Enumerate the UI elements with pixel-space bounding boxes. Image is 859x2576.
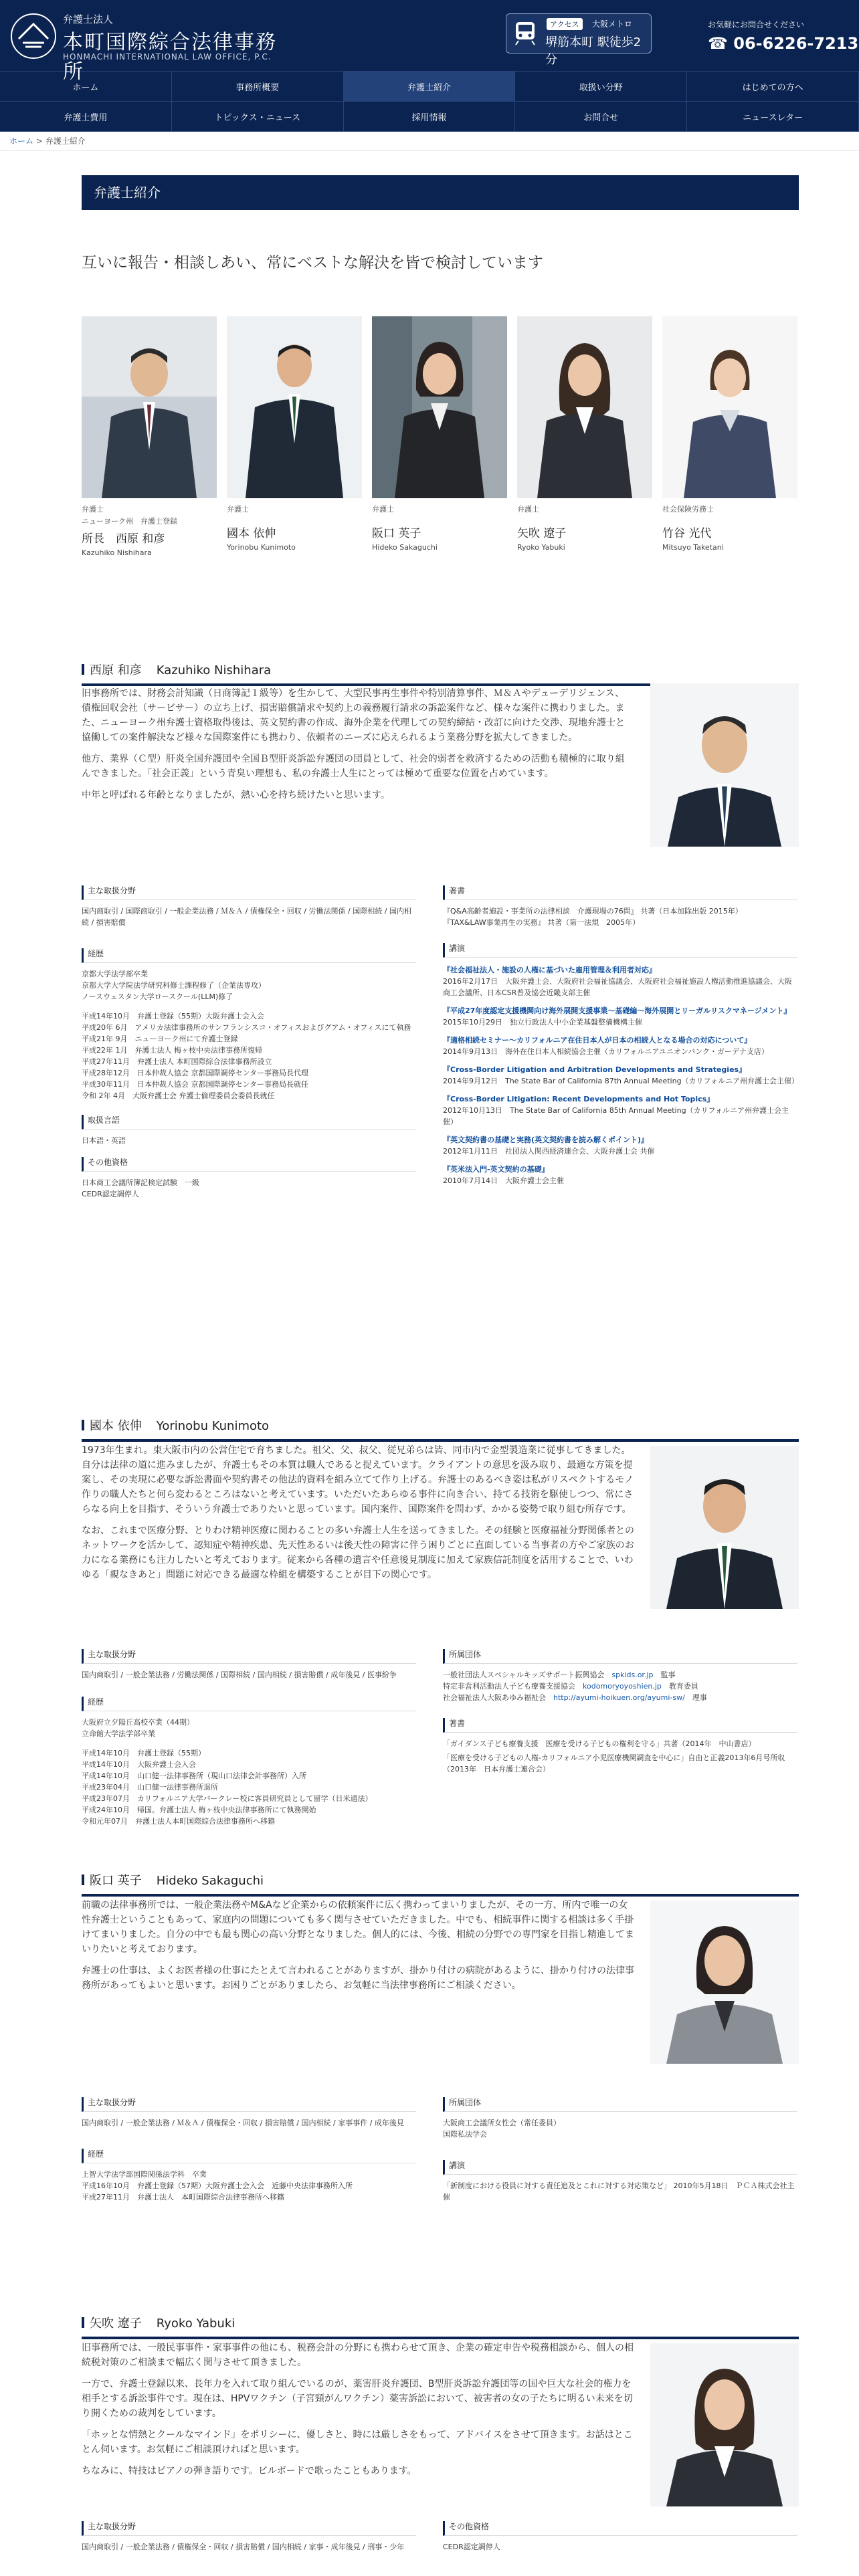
lawyer-photo-taketani[interactable] [662,316,797,498]
section-title-ja: 阪口 英子 [90,1874,142,1888]
lawyer-name-en: Yorinobu Kunimoto [227,543,296,552]
kunimoto-right-info [443,1649,797,1775]
nishihara-left-info [82,885,416,1200]
bio-text [82,686,628,809]
subheading-books: 著書 [443,885,797,900]
subheading-groups: 所属団体 [443,2097,797,2112]
lawyer-role: 社会保険労務士 [662,505,714,514]
bio-paragraph: 旧事務所では、財務会計知識（日商簿記１級等）を生かして、大型民事再生事件や特別清算事件、Ｍ＆Ａやデューデリジェンス、債権回収会社（サービサー）の立ち上げ、損害賠償請求や契約上の義務履行請求の訴訟案件など、様々な案件に携わりました。また、ニューヨーク州弁護士資格取得後は、英文契約書の作成、海外企業を代理しての契約締結・改訂に向けた交渉、現地弁護士と協働しての案件解決など様々な国際案件にも携わり、依頼者のニーズに応えられるよう業務分野を拡大してきました。 [82,688,625,743]
career-line: 平成14年10月 山口健一法律事務所（現山口法律会計事務所）入所 [82,1772,306,1780]
section-title-ja: 國本 依伸 [90,1419,142,1433]
career-line: 大阪府立夕陽丘高校卒業（44期） [82,1718,194,1727]
career-line: 平成24年10月 帰国。弁護士法人 梅ヶ枝中央法律事務所にて執務開始 [82,1806,316,1814]
fields-text: 国内商取引 / 一般企業法務 / Ｍ＆Ａ / 債権保全・回収 / 損害賠償 / 国内相続 / 家事事件 / 成年後見 [82,2119,404,2127]
section-title [82,2314,799,2339]
lawyer-role: 弁護士 [227,505,249,514]
nav-fees[interactable]: 弁護士費用 [0,102,172,131]
lawyer-name: 竹谷 光代 [662,527,712,540]
lecture-title: 『平成27年度認定支援機関向け海外展開支援事業～基礎編～海外展開とリーガルリスクマネージメント』 [443,1006,791,1015]
career-line: 平成14年10月 弁護士登録（55期）大阪弁護士会入会 [82,1012,264,1021]
access-tag: アクセス [547,18,583,30]
career-line: 平成16年10月 弁護士登録（57期）大阪弁護士会入会 近藤中央法律事務所入所 [82,2181,353,2190]
lecture-title: 『英文契約書の基礎と実務(英文契約書を読み解くポイント)』 [443,1136,649,1144]
lecture-title: 『Cross-Border Litigation: Recent Developments and Hot Topics』 [443,1095,714,1103]
lawyer-role: 弁護士 [82,505,104,514]
section-title-en: Ryoko Yabuki [156,2317,235,2331]
lawyer-name: 所長 西原 和彦 [82,532,165,546]
section-yabuki [82,2314,799,2576]
breadcrumb [0,132,859,151]
career-line: 平成30年11月 日本仲裁人協会 京都国際調停センター事務局長就任 [82,1080,309,1089]
access-button[interactable] [506,13,652,67]
book-line: 『Q&A高齢者施設・事業所の法律相談 介護現場の76問』 共著（日本加除出版 2015年） [443,907,743,916]
group-role: 教育委員 [668,1682,698,1691]
lawyer-name: 阪口 英子 [372,527,421,540]
phone-label: お気軽にお問合せください [708,20,805,29]
nav-contact[interactable]: お問合せ [515,102,687,131]
subheading-other-qualifications: その他資格 [443,2521,797,2536]
lawyer-name: 國本 依伸 [227,527,276,540]
career-line: 平成21年 9月 ニューヨーク州にて弁護士登録 [82,1035,238,1043]
lawyer-photo-nishihara[interactable] [82,316,217,498]
page-tagline: 互いに報告・相談しあい、常にベストな解決を皆で検討しています [82,254,543,272]
bio-paragraph: なお、これまで医療分野、とりわけ精神医療に関わることの多い弁護士人生を送ってきました。その経験と医療福祉分野関係者とのネットワークを活かして、認知症や精神疾患、先天性あるいは後天性の障害に伴う困りごとに直面している当事者の方やご家族のお力になる業務にも注力したいと考えております。従来から各種の遺言や任意後見制度に加えて家族信託制度を活用することで、いわゆる「親なきあと」問題に対応できる最適な枠組を構築することが目下の関心です。 [82,1525,634,1580]
nav-office-overview[interactable]: 事務所概要 [172,72,344,101]
section-kunimoto [82,1416,799,1844]
lawyer-qualification: ニューヨーク州 弁護士登録 [82,517,177,526]
bio-text [82,1443,637,1589]
nav-topics-news[interactable]: トピックス・ニュース [172,102,344,131]
lawyer-card-yabuki[interactable] [517,316,652,552]
career-line: 平成27年11月 弁護士法人 本町国際綜合法律事務所設立 [82,1057,272,1066]
career-line: 平成14年10月 大阪弁護士会入会 [82,1760,196,1769]
section-title-en: Yorinobu Kunimoto [156,1419,270,1433]
career-line: 平成27年11月 弁護士法人 本町国際綜合法律事務所へ移籍 [82,2193,284,2202]
bio-paragraph: 1973年生まれ。東大阪市内の公営住宅で育ちました。祖父、父、叔父、従兄弟らは皆、同市内で金型製造業に従事してきました。自分は法律の道に進みましたが、弁護士もその本質は職人であると捉えています。クライアントの意思を汲み取り、最適な方策を提案し、その実現に必要な訴訟書面や契約書その他法的資料を組み立てて作り上げる。弁護士のあるべき姿は私がリスペクトするモノ作りの職人たちと何ら変わるところはないと考えています。いただいたあらゆる事件に向き合い、持てる技術を駆使しつつ、常にさらなる向上を目指す、そういう弁護士でありたいと思っています。国内案件、国際案件を問わず、かかる姿勢で取り組む所存です。 [82,1445,634,1515]
group-link[interactable]: spkids.or.jp [611,1671,654,1679]
group-line [443,1681,797,1692]
lecture-desc: 2016年2月17日 大阪弁護士会、大阪府社会福祉協議会、大阪府社会福祉施設人権活動推進協議会、大阪商工会議所、日本CSR普及協会近畿支部主催 [443,977,792,997]
yabuki-left-info [82,2521,416,2553]
portrait-nishihara [650,683,799,847]
career-line: 令和元年07月 弁護士法人本町国際綜合法律事務所へ移籍 [82,1817,275,1826]
lawyer-photo-sakaguchi[interactable] [372,316,507,498]
career-line: 平成28年12月 日本仲裁人協会 京都国際調停センター事務局長代理 [82,1069,309,1077]
subheading-fields: 主な取扱分野 [82,2097,416,2112]
lawyer-card-taketani[interactable] [662,316,797,552]
bio-paragraph: 前職の法律事務所では、一般企業法務やM&Aなど企業からの依頼案件に広く携わってまいりましたが、その一方、所内で唯一の女性弁護士ということもあって、家庭内の問題についても多く関与させていただきました。中でも、相続事件に関する相談は多く手掛けてまいりました。自分の中でも最も関心の高い分野となりました。個人的には、今後、相続の分野での専門家を目指し精進してまいりたいと考えております。 [82,1900,634,1955]
logo-small-text: 弁護士法人 [63,13,114,25]
languages-text: 日本語・英語 [82,1136,126,1145]
nav-newsletter[interactable]: ニュースレター [687,102,859,131]
lecture-desc: 2015年10月29日 独立行政法人中小企業基盤整備機構主催 [443,1018,642,1027]
career-line: 平成23年07月 カリフォルニア大学バークレー校に客員研究員として留学（日米通法） [82,1794,373,1803]
career-line: 平成22年 1月 弁護士法人 梅ヶ枝中央法律事務所復帰 [82,1046,262,1055]
lawyer-photo-yabuki[interactable] [517,316,652,498]
lawyer-name-en: Hideko Sakaguchi [372,543,438,552]
lawyer-card-sakaguchi[interactable] [372,316,507,552]
lecture-desc: 2012年10月13日 The State Bar of California 85th Annual Meeting（カリフォルニア州弁護士会主催） [443,1106,789,1126]
book-line: 「ガイダンス子ども療養支援 医療を受ける子どもの権利を守る」共著（2014年 中山書店） [443,1739,756,1748]
section-nishihara [82,661,799,1390]
site-logo[interactable] [9,9,290,84]
nav-lawyers[interactable]: 弁護士紹介 [344,72,516,101]
access-line: 大阪メトロ [592,19,633,29]
nav-row-2 [0,102,859,132]
group-link[interactable]: http://ayumi-hoikuen.org/ayumi-sw/ [553,1693,685,1702]
lecture-line: 「新制度における役員に対する責任追及とこれに対する対応策など」 2010年5月18日 ＰＣＡ株式会社主催 [443,2181,795,2202]
group-role: 監事 [660,1671,676,1679]
qualification-line: CEDR認定調停人 [82,1190,139,1198]
logo-main-text: 本町国際綜合法律事務所 [63,31,277,84]
bio-paragraph: 一方で、弁護士登録以来、長年力を入れて取り組んでいるのが、薬害肝炎弁護団、B型肝炎訴訟弁護団等の国や巨大な社会的権力を相手とする訴訟事件です。現在は、HPVワクチン（子宮頸がんワクチン）薬害訴訟において、被害者の女の子たちに明るい未来を切り開くための裁判をしています。 [82,2379,633,2419]
fields-text: 国内商取引 / 一般企業法務 / 労働法関係 / 国際相続 / 国内相続 / 損害賠償 / 成年後見 / 医事紛争 [82,1671,397,1679]
lecture-desc: 2012年1月11日 社団法人関西経済連合会、大阪弁護士会 共催 [443,1147,655,1156]
career-spacer [82,1002,416,1010]
subheading-career: 経歴 [82,1697,416,1711]
lecture-desc: 2010年7月14日 大阪弁護士会主催 [443,1176,564,1185]
yabuki-right-info [443,2521,797,2553]
group-line: 国際私法学会 [443,2130,487,2139]
career-line: 上智大学法学部国際関係法学科 卒業 [82,2170,207,2179]
bio-paragraph: ちなみに、特技はピアノの弾き語りです。ビルボードで歌ったこともあります。 [82,2466,417,2476]
group-name: 特定非営利活動法人子ども療養支援協会 [443,1682,575,1691]
lawyer-cards [82,316,799,564]
section-title [82,1871,799,1897]
group-line [443,1692,797,1703]
subheading-groups: 所属団体 [443,1649,797,1664]
lawyer-name-en: Mitsuyo Taketani [662,543,724,552]
book-line: 「医療を受ける子どもの人権-カリフォルニア小児医療機関調査を中心に」自由と正義2013年6月号所収（2013年 日本弁護士連合会） [443,1753,785,1774]
subheading-books: 著書 [443,1718,797,1733]
train-icon [512,21,539,46]
logo-emblem-icon [9,12,58,60]
site-header [0,0,859,84]
group-name: 社会福祉法人大阪あゆみ福祉会 [443,1693,546,1702]
section-title-en: Kazuhiko Nishihara [156,663,272,677]
group-name: 一般社団法人スペシャルキッズサポート振興協会 [443,1671,605,1679]
nav-practice-areas[interactable]: 取扱い分野 [515,72,687,101]
lawyer-role: 弁護士 [372,505,394,514]
portrait-kunimoto [650,1446,799,1609]
nav-first-time[interactable]: はじめての方へ [687,72,859,101]
subheading-fields: 主な取扱分野 [82,2521,416,2536]
subheading-career: 経歴 [82,948,416,963]
lawyer-name-en: Ryoko Yabuki [517,543,565,552]
lecture-desc: 2014年9月12日 The State Bar of California 87th Annual Meeting（カリフォルニア州弁護士会主催） [443,1077,799,1085]
bio-paragraph: 「ホッとな情熱とクールなマインド」をポリシーに、優しさと、時には厳しさをもって、アドバイスをさせて頂きます。お話はとことん伺います。お気軽にご相談頂ければと思います。 [82,2430,633,2455]
breadcrumb-home-link[interactable]: ホーム [9,136,34,146]
nav-home[interactable]: ホーム [0,72,172,101]
section-title-ja: 矢吹 遼子 [90,2317,142,2331]
lecture-title: 『適格相続セミナー～カリフォルニア在住日本人が日本の相続人となる場合の対応について』 [443,1036,752,1045]
career-line: 京都大学法学部卒業 [82,970,148,978]
portrait-yabuki [650,2343,799,2506]
lecture-title: 『社会福祉法人・施設の人権に基づいた雇用管理＆利用者対応』 [443,966,656,974]
subheading-fields: 主な取扱分野 [82,1649,416,1664]
career-line: 令和 2年 4月 大阪弁護士会 弁護士倫理委員会委員長就任 [82,1091,275,1100]
section-title-ja: 西原 和彦 [90,663,142,677]
nishihara-right-info [443,885,797,1186]
career-line: 京都大学大学院法学研究科修士課程修了（企業法専攻） [82,981,266,990]
career-line: 立命館大学法学部卒業 [82,1729,155,1738]
portrait-sakaguchi [650,1901,799,2064]
qualification-line: CEDR認定調停人 [443,2543,500,2551]
lecture-desc: 2014年9月13日 海外在住日本人相続協会主催（カリフォルニアユニオンバンク・ガーデナ支店） [443,1047,769,1056]
lawyer-card-kunimoto[interactable] [227,316,362,552]
lawyer-role: 弁護士 [517,505,539,514]
fields-text: 国内商取引 / 国際商取引 / 一般企業法務 / Ｍ＆Ａ / 債権保全・回収 / 労働法関係 / 国際相続 / 国内相続 / 損害賠償 [82,907,411,927]
lecture-title: 『英米法入門-英文契約の基礎』 [443,1165,549,1174]
bio-paragraph: 他方、業界（Ｃ型）肝炎全国弁護団や全国Ｂ型肝炎訴訟弁護団の団員として、社会的弱者を救済するための活動も積極的に取り組んできました。「社会正義」という青臭い理想も、私の弁護士人生にとっては極めて重要な位置を占めています。 [82,754,625,779]
section-title [82,1416,799,1442]
fields-text: 国内商取引 / 一般企業法務 / 債権保全・回収 / 損害賠償 / 国内相続 / 家事・成年後見 / 刑事・少年 [82,2543,405,2551]
access-station: 堺筋本町 駅徒歩2分 [545,35,642,67]
career-line: 平成14年10月 弁護士登録（55期） [82,1749,205,1757]
sakaguchi-left-info [82,2097,416,2203]
bio-text [82,2341,637,2485]
career-line: 平成23年04月 山口健一法律事務所退所 [82,1783,218,1792]
section-title [82,661,799,686]
nav-recruit[interactable]: 採用情報 [344,102,516,131]
bio-paragraph: 中年と呼ばれる年齢となりましたが、熱い心を持ち続けたいと思います。 [82,790,390,800]
bio-paragraph: 旧事務所では、一般民事事件・家事事件の他にも、税務会計の分野にも携わらせて頂き、企業の確定申告や税務相談から、個人の相続税対策のご相談まで幅広く関与させて頂きました。 [82,2343,634,2368]
group-line [443,1669,797,1681]
subheading-lectures: 講演 [443,943,797,958]
career-line: ノースウェスタン大学ロースクール(LLM)修了 [82,992,233,1001]
group-line: 大阪商工会議所女性会（常任委員） [443,2119,561,2127]
bio-text [82,1898,637,2000]
subheading-other-qualifications: その他資格 [82,1157,416,1172]
logo-english-text: HONMACHI INTERNATIONAL LAW OFFICE, P.C. [63,52,272,62]
lawyer-name-en: Kazuhiko Nishihara [82,548,152,557]
lawyer-name: 矢吹 遼子 [517,527,567,540]
bio-paragraph: 弁護士の仕事は、よくお医者様の仕事にたとえて言われることがありますが、掛かり付けの病院があるように、掛かり付けの法律事務所があってもよいと思います。お困りごとがありましたら、お気軽に当法律事務所にご相談ください。 [82,1965,634,1991]
qualification-line: 日本商工会議所簿記検定試験 一級 [82,1178,199,1187]
sakaguchi-right-info [443,2097,797,2203]
phone-number[interactable]: ☎ 06-6226-7213 [708,34,859,53]
group-role: 理事 [692,1693,707,1702]
section-sakaguchi [82,1871,799,2279]
lawyer-card-nishihara[interactable] [82,316,217,557]
section-title-en: Hideko Sakaguchi [156,1874,264,1888]
breadcrumb-current: 弁護士紹介 [45,136,86,146]
breadcrumb-separator: > [33,136,45,146]
group-link[interactable]: kodomoryoyoshien.jp [583,1682,662,1691]
subheading-fields: 主な取扱分野 [82,885,416,900]
subheading-career: 経歴 [82,2149,416,2163]
lawyer-photo-kunimoto[interactable] [227,316,362,498]
kunimoto-left-info [82,1649,416,1827]
book-line: 『TAX&LAW事業再生の実務』 共著（第一法規 2005年） [443,918,640,927]
page-title: 弁護士紹介 [82,175,799,210]
subheading-lectures: 講演 [443,2160,797,2175]
lecture-title: 『Cross-Border Litigation and Arbitration Developments and Strategies』 [443,1065,747,1074]
subheading-languages: 取扱言語 [82,1115,416,1130]
career-line: 平成20年 6月 アメリカ法律事務所のサンフランシスコ・オフィスおよびグアム・オフィスにて執務 [82,1023,411,1032]
career-spacer [82,1739,416,1747]
phone-contact [708,19,858,53]
